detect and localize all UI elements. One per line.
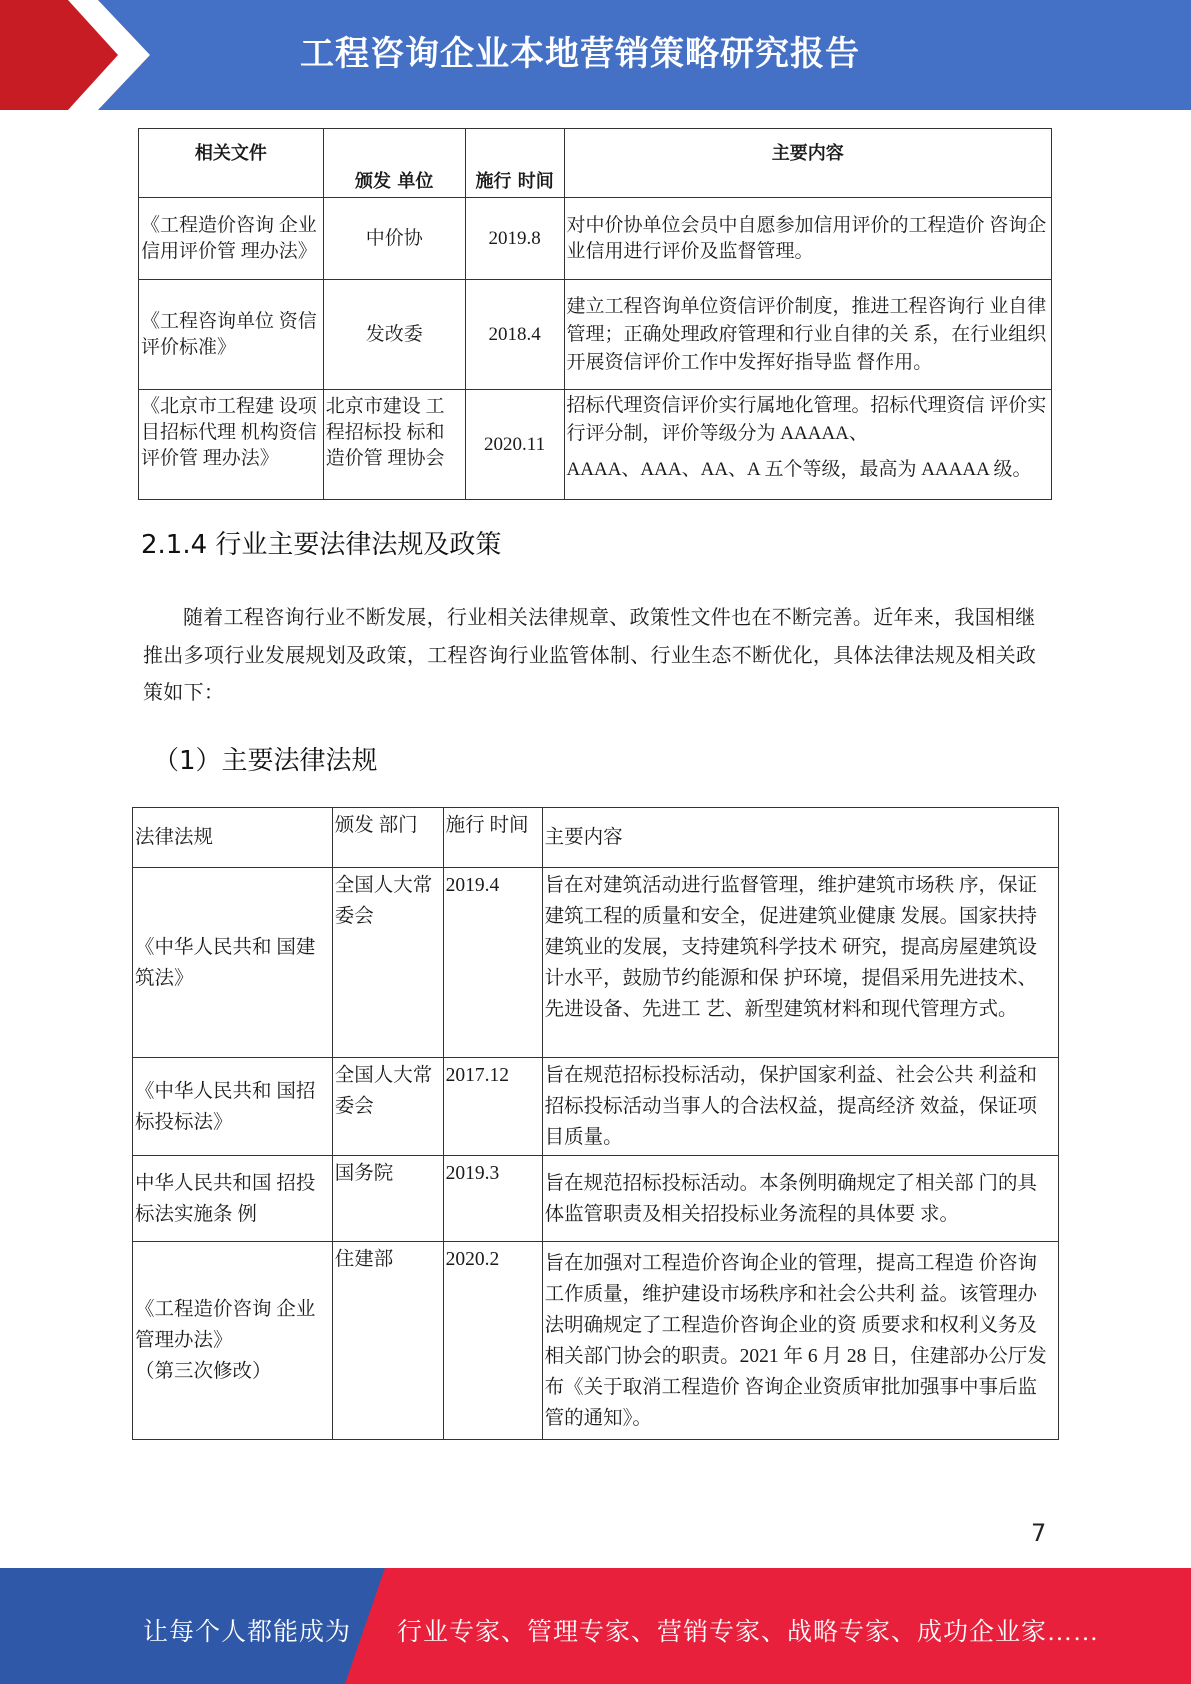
date-cell: 2019.8 bbox=[465, 198, 564, 280]
subsection-heading: （1）主要法律法规 bbox=[153, 746, 378, 776]
dept-cell: 国务院 bbox=[332, 1156, 443, 1242]
doc-cell: 《工程造价咨询 企业信用评价管 理办法》 bbox=[139, 198, 324, 280]
issuer-cell: 中价协 bbox=[323, 198, 465, 280]
content-line: 招标代理资信评价实行属地化管理。招标代理资信 评价实行评分制，评价等级分为 AAAAA、 bbox=[566, 395, 1047, 444]
header-cell: 主要内容 bbox=[564, 129, 1051, 198]
table-row bbox=[139, 280, 1052, 390]
section-heading: 2.1.4 行业主要法律法规及政策 bbox=[141, 530, 502, 560]
law-cell: 《中华人民共和 国招标投标法》 bbox=[133, 1058, 333, 1156]
law-cell: 中华人民共和国 招投标法实施条 例 bbox=[133, 1156, 333, 1242]
table-row bbox=[133, 1058, 1059, 1156]
credit-evaluation-table bbox=[138, 128, 1052, 500]
header-cell: 法律法规 bbox=[133, 808, 333, 868]
header-red-arrow-shape bbox=[0, 0, 150, 110]
content-cell: 旨在加强对工程造价咨询企业的管理，提高工程造 价咨询工作质量，维护建设市场秩序和社会公共利 益。该管理办法明确规定了工程造价咨询企业的资 质要求和权利义务及相关部门协会的职责。2021 年 6 月 28 日，住建部办公厅发布《关于取消工程造价 咨询企业资质审批加强事中事后监管的通知》。 bbox=[542, 1242, 1058, 1440]
header-cell: 施行 时间 bbox=[465, 129, 564, 198]
page-number: 7 bbox=[1031, 1519, 1047, 1547]
content-line: AAAA、AAA、AA、A 五个等级，最高为 AAAAA 级。 bbox=[566, 459, 1032, 480]
content-cell: 旨在规范招标投标活动。本条例明确规定了相关部 门的具体监管职责及相关招投标业务流程的具体要 求。 bbox=[542, 1156, 1058, 1242]
date-cell: 2020.11 bbox=[465, 390, 564, 500]
section-paragraph: 随着工程咨询行业不断发展，行业相关法律规章、政策性文件也在不断完善。近年来，我国相继推出多项行业发展规划及政策，工程咨询行业监管体制、行业生态不断优化，具体法律法规及相关政策如下： bbox=[143, 607, 1037, 704]
content-cell: 旨在对建筑活动进行监督管理，维护建筑市场秩 序，保证建筑工程的质量和安全，促进建筑业健康 发展。国家扶持建筑业的发展，支持建筑科学技术 研究，提高房屋建筑设计水平，鼓励节约能源和保 护环境，提倡采用先进技术、先进设备、先进工 艺、新型建筑材料和现代管理方式。 bbox=[542, 868, 1058, 1058]
date-cell: 2018.4 bbox=[465, 280, 564, 390]
doc-cell: 《北京市工程建 设项目招标代理 机构资信评价管 理办法》 bbox=[139, 390, 324, 500]
footer-slogan-left: 让每个人都能成为 bbox=[143, 1619, 352, 1646]
table-row bbox=[133, 1242, 1059, 1440]
issuer-cell: 北京市建设 工程招标投 标和造价管 理协会 bbox=[323, 390, 465, 500]
table-row bbox=[133, 868, 1059, 1058]
report-title: 工程咨询企业本地营销策略研究报告 bbox=[300, 34, 860, 74]
table-row bbox=[139, 390, 1052, 500]
law-cell bbox=[133, 1242, 333, 1440]
laws-table bbox=[132, 807, 1059, 1440]
dept-cell: 全国人大常委会 bbox=[332, 868, 443, 1058]
issuer-cell: 发改委 bbox=[323, 280, 465, 390]
table-header-row bbox=[139, 129, 1052, 198]
table-row bbox=[133, 1156, 1059, 1242]
content-cell: 旨在规范招标投标活动，保护国家利益、社会公共 利益和招标投标活动当事人的合法权益，提高经济 效益，保证项目质量。 bbox=[542, 1058, 1058, 1156]
content-cell bbox=[564, 390, 1051, 500]
content-cell: 建立工程咨询单位资信评价制度，推进工程咨询行 业自律管理；正确处理政府管理和行业自律的关 系，在行业组织开展资信评价工作中发挥好指导监 督作用。 bbox=[564, 280, 1051, 390]
date-cell: 2019.4 bbox=[443, 868, 542, 1058]
date-cell: 2019.3 bbox=[443, 1156, 542, 1242]
doc-cell: 《工程咨询单位 资信评价标准》 bbox=[139, 280, 324, 390]
dept-cell: 全国人大常委会 bbox=[332, 1058, 443, 1156]
law-cell: 《中华人民共和 国建筑法》 bbox=[133, 868, 333, 1058]
table-header-row bbox=[133, 808, 1059, 868]
content-cell: 对中价协单位会员中自愿参加信用评价的工程造价 咨询企业信用进行评价及监督管理。 bbox=[564, 198, 1051, 280]
law-note: （第三次修改） bbox=[135, 1361, 272, 1382]
header-cell: 施行 时间 bbox=[443, 808, 542, 868]
header-cell: 颁发 部门 bbox=[332, 808, 443, 868]
footer-banner bbox=[0, 1568, 1191, 1684]
law-name: 《工程造价咨询 企业管理办法》 bbox=[135, 1299, 316, 1351]
header-cell: 颁发 单位 bbox=[323, 129, 465, 198]
table-row bbox=[139, 198, 1052, 280]
date-cell: 2017.12 bbox=[443, 1058, 542, 1156]
footer-slogan-right: 行业专家、管理专家、营销专家、战略专家、成功企业家…… bbox=[397, 1619, 1100, 1646]
header-cell: 主要内容 bbox=[542, 808, 1058, 868]
header-cell: 相关文件 bbox=[139, 129, 324, 198]
header-banner bbox=[0, 0, 1191, 110]
dept-cell: 住建部 bbox=[332, 1242, 443, 1440]
date-cell: 2020.2 bbox=[443, 1242, 542, 1440]
